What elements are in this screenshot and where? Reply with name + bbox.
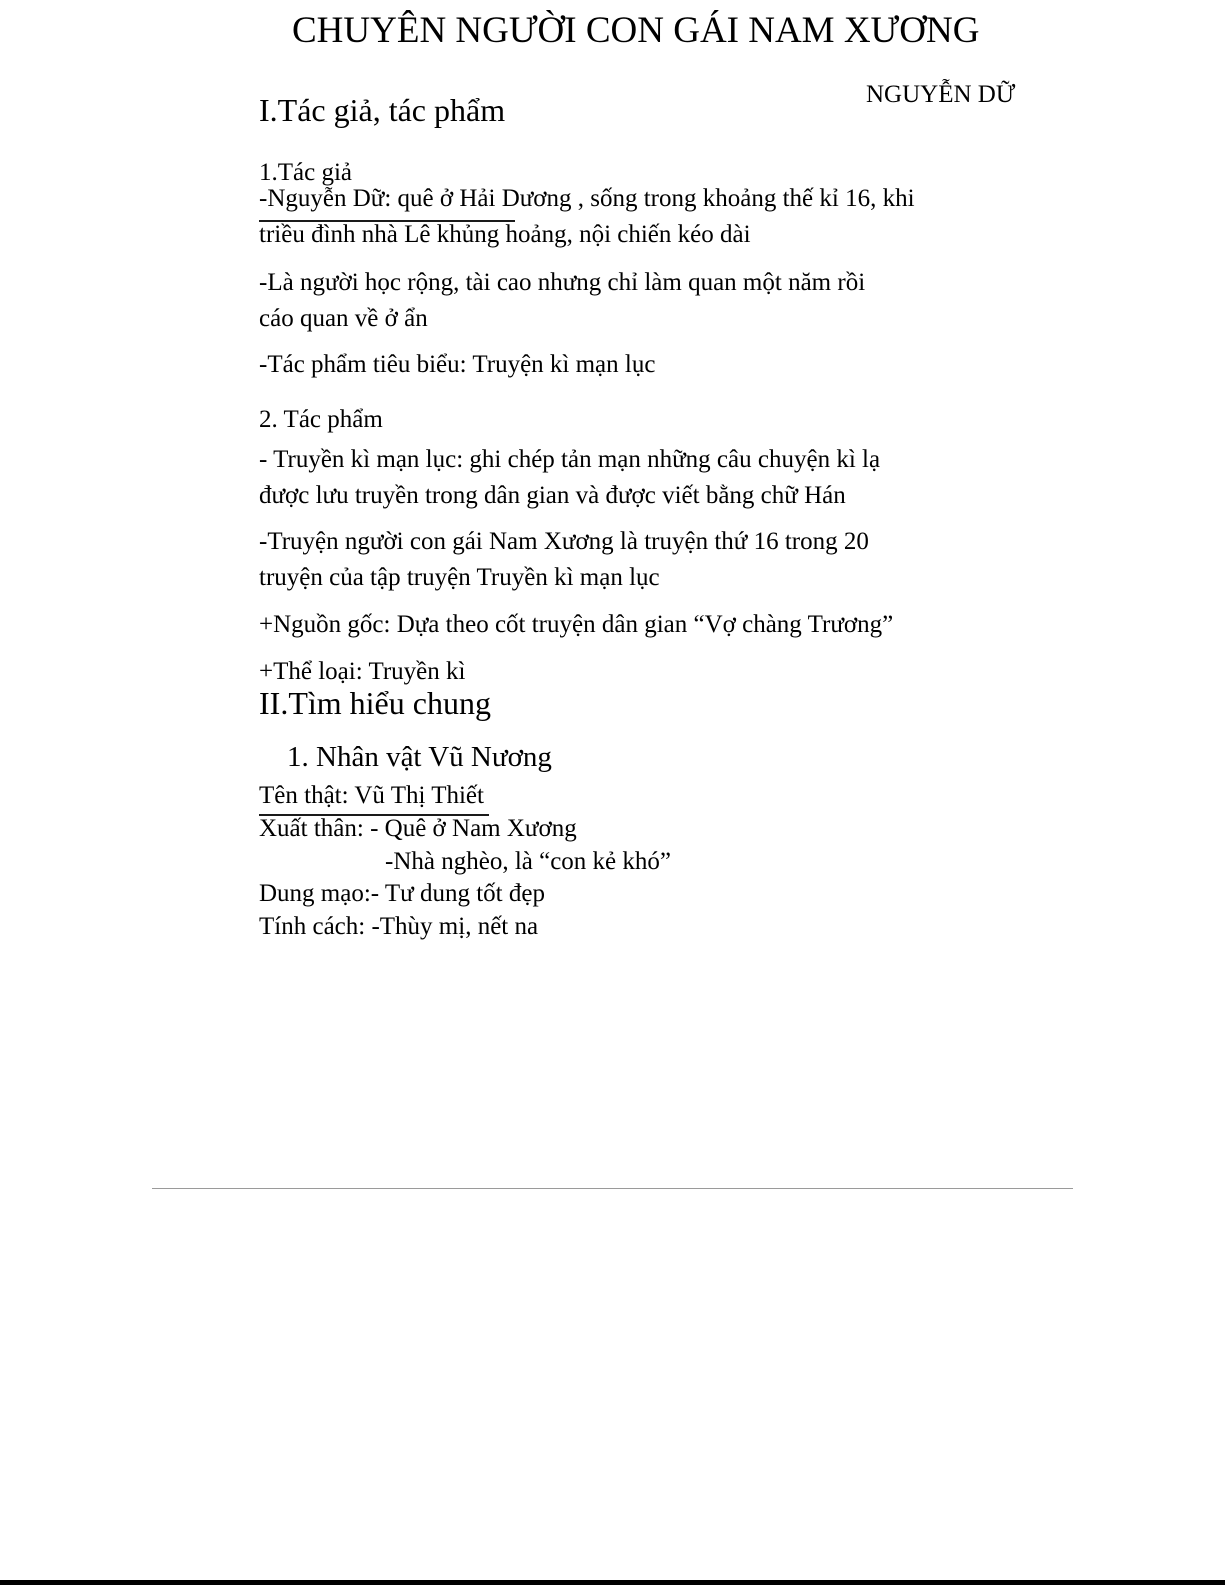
work-line-3: -Truyện người con gái Nam Xương là truyện thứ 16 trong 20 (259, 528, 869, 555)
page-bottom-edge (0, 1580, 1225, 1585)
subheading-author: 1.Tác giả (259, 159, 353, 186)
character-line-2: Xuất thân: - Quê ở Nam Xương (259, 815, 577, 842)
author-line-1: -Nguyễn Dữ: quê ở Hải Dương , sống trong khoảng thế kỉ 16, khi (259, 185, 915, 212)
section-heading-general: II.Tìm hiểu chung (259, 685, 491, 721)
subheading-character: 1. Nhân vật Vũ Nương (287, 741, 552, 773)
character-line-5: Tính cách: -Thùy mị, nết na (259, 913, 539, 940)
work-line-4: truyện của tập truyện Truyền kì mạn lục (259, 564, 660, 591)
work-line-5: +Nguồn gốc: Dựa theo cốt truyện dân gian “Vợ chàng Trương” (259, 611, 894, 638)
author-line-5: -Tác phẩm tiêu biểu: Truyện kì mạn lục (259, 351, 656, 378)
character-line-3: -Nhà nghèo, là “con kẻ khó” (385, 848, 671, 875)
author-line-3: -Là người học rộng, tài cao nhưng chỉ làm quan một năm rồi (259, 269, 866, 296)
work-line-6: +Thể loại: Truyền kì (259, 658, 466, 685)
character-line-1: Tên thật: Vũ Thị Thiết (259, 782, 484, 809)
author-line-2: triều đình nhà Lê khủng hoảng, nội chiến kéo dài (259, 221, 751, 248)
document-title: CHUYÊN NGƯỜI CON GÁI NAM XƯƠNG (292, 10, 980, 51)
work-line-2: được lưu truyền trong dân gian và được viết bằng chữ Hán (259, 482, 846, 509)
subheading-work: 2. Tác phẩm (259, 406, 383, 433)
page-divider (152, 1188, 1073, 1189)
character-line-4: Dung mạo:- Tư dung tốt đẹp (259, 880, 545, 907)
author-name: NGUYỄN DỮ (866, 81, 1016, 108)
author-line-4: cáo quan về ở ẩn (259, 305, 428, 332)
section-heading-author-work: I.Tác giả, tác phẩm (259, 92, 506, 128)
work-line-1: - Truyền kì mạn lục: ghi chép tản mạn những câu chuyện kì lạ (259, 446, 881, 473)
